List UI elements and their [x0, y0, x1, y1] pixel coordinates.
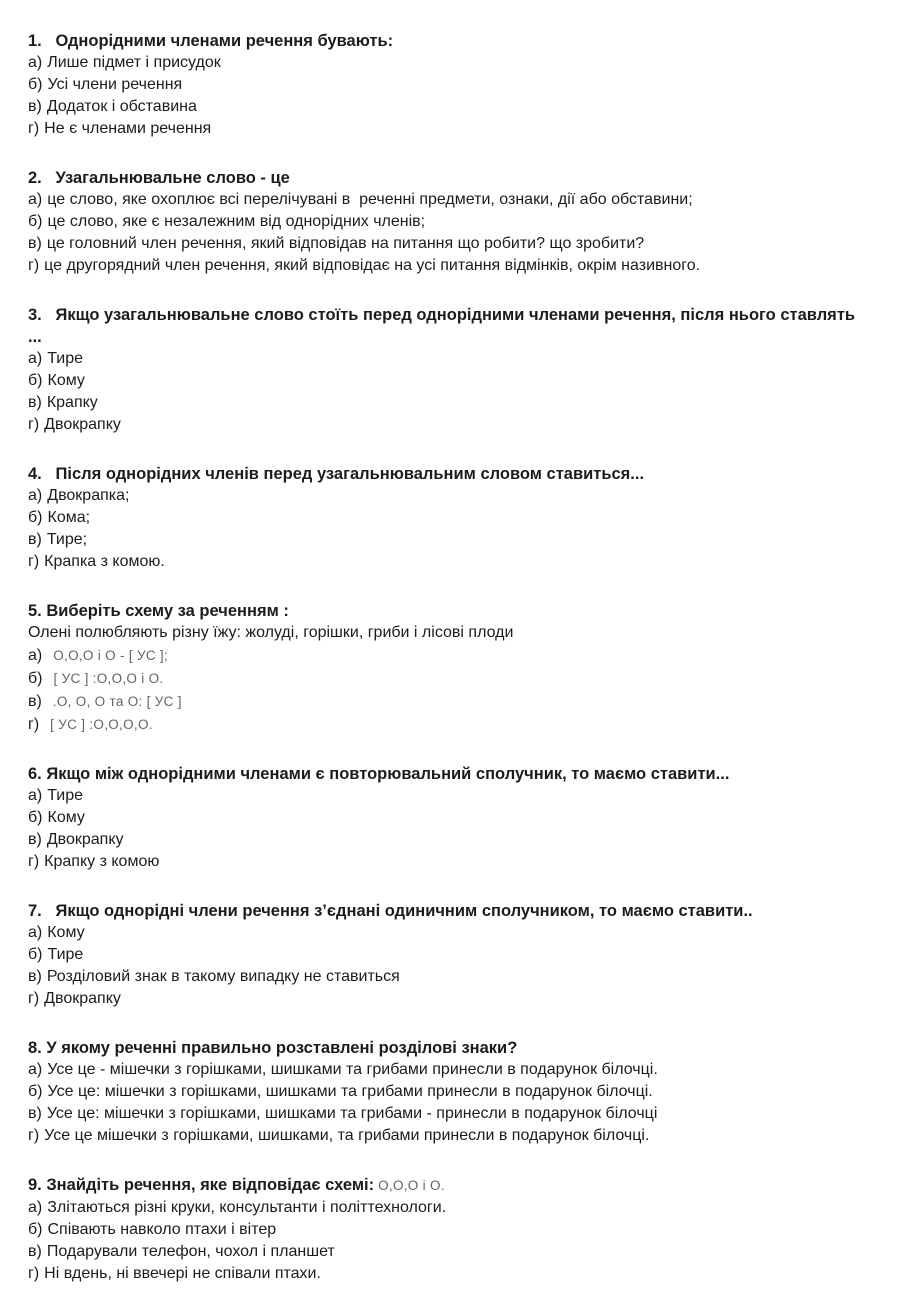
answer-option — [28, 233, 870, 255]
answer-option — [28, 851, 870, 873]
answer-option — [28, 348, 870, 370]
option-label: б) — [28, 372, 43, 389]
option-text: Тире; — [46, 531, 88, 548]
question — [28, 1174, 870, 1285]
option-label: а) — [28, 54, 43, 71]
answer-option — [28, 211, 870, 233]
options — [28, 1059, 870, 1147]
question-heading-text: 9. Знайдіть речення, яке відповідає схемі: — [28, 1176, 375, 1194]
answer-option — [28, 944, 870, 966]
answer-option — [28, 255, 870, 277]
answer-option — [28, 1081, 870, 1103]
answer-option — [28, 1103, 870, 1125]
option-label: а) — [28, 787, 43, 804]
question-heading — [28, 1174, 870, 1197]
question-heading — [28, 900, 870, 922]
option-label: г) — [28, 553, 40, 570]
answer-option — [28, 551, 870, 573]
question — [28, 463, 870, 573]
option-label: в) — [28, 98, 42, 115]
answer-option — [28, 507, 870, 529]
answer-option — [28, 118, 870, 140]
option-text: Співають навколо птахи і вітер — [47, 1221, 277, 1238]
question-heading-text: 7. Якщо однорідні члени речення з’єднані одиничним сполучником, то маємо ставити.. — [28, 902, 753, 920]
option-label: а) — [28, 924, 43, 941]
option-label: в) — [28, 531, 42, 548]
option-label: г) — [28, 1127, 40, 1144]
option-text: Кому — [47, 372, 85, 389]
option-text: Крапка з комою. — [44, 553, 165, 570]
question-intro: Олені полюбляють різну їжу: жолуді, горішки, гриби і лісові плоди — [28, 624, 514, 641]
option-label: б) — [28, 1083, 43, 1100]
option-text: Подарували телефон, чохол і планшет — [46, 1243, 335, 1260]
option-text: Тире — [47, 350, 84, 367]
question-heading-scheme: О,О,О і О. — [378, 1178, 445, 1193]
question-heading — [28, 1037, 870, 1059]
option-text: Тире — [47, 946, 84, 963]
option-label: б) — [28, 946, 43, 963]
question — [28, 900, 870, 1010]
options — [28, 52, 870, 140]
option-label: в) — [28, 1105, 42, 1122]
answer-option — [28, 1241, 870, 1263]
option-label: б) — [28, 213, 43, 230]
options — [28, 785, 870, 873]
answer-option — [28, 713, 870, 736]
answer-option — [28, 529, 870, 551]
option-label: в) — [28, 831, 42, 848]
question-heading-text: 3. Якщо узагальнювальне слово стоїть перед однорідними членами речення, після нього ставлять ... — [28, 306, 860, 346]
answer-option — [28, 370, 870, 392]
option-text: це слово, яке охоплює всі перелічувані в реченні предмети, ознаки, дії або обставини; — [47, 191, 693, 208]
option-text: [ УС ] :О,О,О,О. — [50, 717, 153, 732]
answer-option — [28, 392, 870, 414]
answer-option — [28, 690, 870, 713]
options — [28, 348, 870, 436]
question — [28, 30, 870, 140]
option-label: а) — [28, 191, 43, 208]
option-text: Кома; — [47, 509, 91, 526]
option-text: Усе це: мішечки з горішками, шишками та грибами - принесли в подарунок білочці — [46, 1105, 658, 1122]
option-text: О,О,О і О - [ УС ]; — [53, 648, 169, 663]
option-text: Не є членами речення — [44, 120, 212, 137]
answer-option — [28, 1219, 870, 1241]
option-label: а) — [28, 647, 43, 664]
options — [28, 644, 870, 736]
option-text: Крапку з комою — [44, 853, 160, 870]
option-text: це головний член речення, який відповідав на питання що робити? що зробити? — [46, 235, 645, 252]
option-label: а) — [28, 1199, 43, 1216]
question — [28, 167, 870, 277]
option-text: Додаток і обставина — [46, 98, 197, 115]
answer-option — [28, 1197, 870, 1219]
option-label: г) — [28, 716, 40, 733]
option-label: в) — [28, 968, 42, 985]
option-text: Крапку — [46, 394, 98, 411]
answer-option — [28, 988, 870, 1010]
question — [28, 763, 870, 873]
option-label: б) — [28, 509, 43, 526]
option-label: в) — [28, 394, 42, 411]
option-label: а) — [28, 487, 43, 504]
option-text: Двокрапка; — [47, 487, 130, 504]
question — [28, 600, 870, 736]
question — [28, 1037, 870, 1147]
option-text: це слово, яке є незалежним від однорідних членів; — [47, 213, 426, 230]
answer-option — [28, 807, 870, 829]
question — [28, 304, 870, 436]
option-label: г) — [28, 416, 40, 433]
option-text: це другорядний член речення, який відповідає на усі питання відмінків, окрім називного. — [44, 257, 701, 274]
answer-option — [28, 785, 870, 807]
answer-option — [28, 667, 870, 690]
question-heading-text: 5. Виберіть схему за реченням : — [28, 602, 289, 620]
question-heading — [28, 167, 870, 189]
answer-option — [28, 966, 870, 988]
question-heading — [28, 763, 870, 785]
option-label: в) — [28, 693, 42, 710]
option-label: г) — [28, 1265, 40, 1282]
option-text: Усе це: мішечки з горішками, шишками та грибами принесли в подарунок білочці. — [47, 1083, 653, 1100]
question-heading-text: 4. Після однорідних членів перед узагальнювальним словом ставиться... — [28, 465, 645, 483]
option-text: Усе це - мішечки з горішками, шишками та грибами принесли в подарунок білочці. — [47, 1061, 658, 1078]
option-text: Двокрапку — [44, 416, 121, 433]
question-heading — [28, 600, 870, 622]
answer-option — [28, 644, 870, 667]
question-heading — [28, 30, 870, 52]
option-label: г) — [28, 120, 40, 137]
answer-option — [28, 414, 870, 436]
question-heading-text: 8. У якому реченні правильно розставлені розділові знаки? — [28, 1039, 518, 1057]
option-label: г) — [28, 257, 40, 274]
option-text: Двокрапку — [46, 831, 124, 848]
answer-option — [28, 74, 870, 96]
answer-option — [28, 96, 870, 118]
option-label: б) — [28, 76, 43, 93]
quiz-body — [28, 30, 870, 1285]
question-heading — [28, 463, 870, 485]
option-label: в) — [28, 235, 42, 252]
question-heading-text: 1. Однорідними членами речення бувають: — [28, 32, 394, 50]
option-text: Усе це мішечки з горішками, шишками, та грибами принесли в подарунок білочці. — [44, 1127, 650, 1144]
option-label: б) — [28, 670, 43, 687]
answer-option — [28, 829, 870, 851]
options — [28, 485, 870, 573]
option-text: Кому — [47, 809, 85, 826]
option-label: г) — [28, 853, 40, 870]
answer-option — [28, 1059, 870, 1081]
options — [28, 189, 870, 277]
option-text: Розділовий знак в такому випадку не ставиться — [46, 968, 400, 985]
option-text: Злітаються різні круки, консультанти і політтехнологи. — [47, 1199, 447, 1216]
question-heading-text: 6. Якщо між однорідними членами є повторювальний сполучник, то маємо ставити... — [28, 765, 730, 783]
question-heading-text: 2. Узагальнювальне слово - це — [28, 169, 290, 187]
options — [28, 922, 870, 1010]
answer-option — [28, 1125, 870, 1147]
option-label: а) — [28, 1061, 43, 1078]
option-label: г) — [28, 990, 40, 1007]
option-text: [ УС ] :О,О,О і О. — [53, 671, 164, 686]
answer-option — [28, 52, 870, 74]
answer-option — [28, 189, 870, 211]
option-text: .О, О, О та О: [ УС ] — [52, 694, 182, 709]
answer-option — [28, 922, 870, 944]
option-text: Кому — [47, 924, 85, 941]
question-heading — [28, 304, 870, 348]
option-label: в) — [28, 1243, 42, 1260]
option-label: б) — [28, 809, 43, 826]
option-text: Ні вдень, ні ввечері не співали птахи. — [44, 1265, 321, 1282]
option-text: Двокрапку — [44, 990, 121, 1007]
option-text: Тире — [47, 787, 84, 804]
option-text: Усі члени речення — [47, 76, 183, 93]
option-label: а) — [28, 350, 43, 367]
options — [28, 1197, 870, 1285]
option-text: Лише підмет і присудок — [47, 54, 221, 71]
answer-option — [28, 1263, 870, 1285]
option-label: б) — [28, 1221, 43, 1238]
answer-option — [28, 485, 870, 507]
